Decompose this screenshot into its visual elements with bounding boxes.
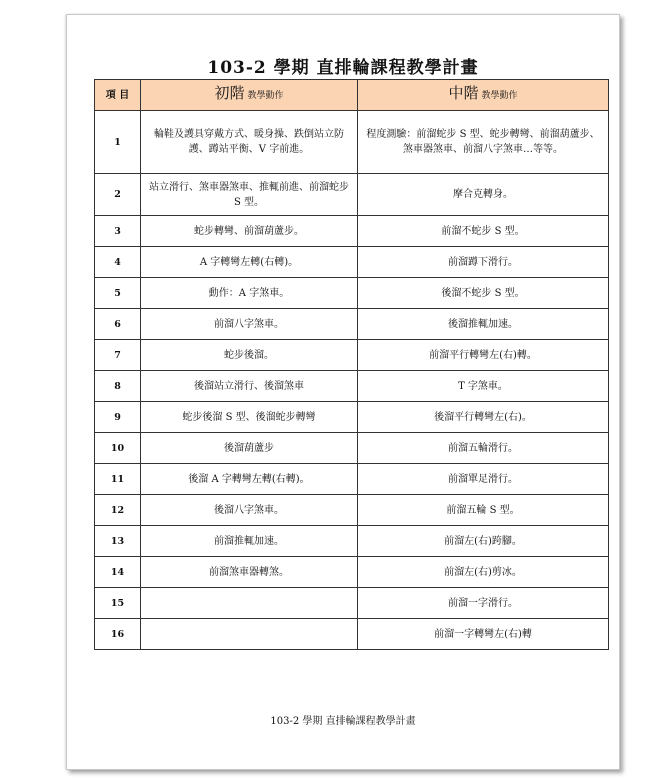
- beginner-cell: [141, 588, 358, 619]
- document-title: 103-2 學期 直排輪課程教學計畫: [207, 58, 479, 78]
- header-intermediate: 中階 教學動作: [358, 80, 609, 111]
- row-number: 8: [95, 371, 141, 402]
- row-number: 4: [95, 247, 141, 278]
- row-number: 15: [95, 588, 141, 619]
- intermediate-cell: 前溜五輪 S 型。: [358, 495, 609, 526]
- table-row: [95, 464, 609, 495]
- document-page: [66, 14, 620, 770]
- beginner-cell: 動作：A 字煞車。: [141, 278, 358, 309]
- row-number: 3: [95, 216, 141, 247]
- intermediate-cell: 後溜不蛇步 S 型。: [358, 278, 609, 309]
- table-row: [95, 619, 609, 650]
- table-row: [95, 557, 609, 588]
- header-item: 項 目: [95, 80, 141, 111]
- table-header-row: [95, 80, 609, 111]
- intermediate-cell: 前溜左(右)剪冰。: [358, 557, 609, 588]
- beginner-cell: 後溜八字煞車。: [141, 495, 358, 526]
- row-number: 2: [95, 174, 141, 216]
- beginner-cell: 後溜 A 字轉彎左轉(右轉)。: [141, 464, 358, 495]
- row-number: 11: [95, 464, 141, 495]
- beginner-cell: A 字轉彎左轉(右轉)。: [141, 247, 358, 278]
- table-row: [95, 340, 609, 371]
- page-footer: 103-2 學期 直排輪課程教學計畫: [270, 716, 416, 727]
- row-number: 1: [95, 111, 141, 174]
- header-beginner: 初階 教學動作: [141, 80, 358, 111]
- row-number: 13: [95, 526, 141, 557]
- table-row: [95, 174, 609, 216]
- beginner-cell: 蛇步後溜 S 型、後溜蛇步轉彎: [141, 402, 358, 433]
- row-number: 10: [95, 433, 141, 464]
- row-number: 16: [95, 619, 141, 650]
- intermediate-cell: 摩合克轉身。: [358, 174, 609, 216]
- table-row: [95, 588, 609, 619]
- table-row: [95, 216, 609, 247]
- beginner-cell: 蛇步轉彎、前溜葫蘆步。: [141, 216, 358, 247]
- table-row: [95, 111, 609, 174]
- beginner-cell: 前溜八字煞車。: [141, 309, 358, 340]
- beginner-cell: 站立滑行、煞車器煞車、推輒前進、前溜蛇步 S 型。: [141, 174, 358, 216]
- intermediate-cell: 程度測驗：前溜蛇步 S 型、蛇步轉彎、前溜葫蘆步、煞車器煞車、前溜八字煞車…等等。: [358, 111, 609, 174]
- beginner-cell: 後溜葫蘆步: [141, 433, 358, 464]
- table-row: [95, 402, 609, 433]
- table-row: [95, 309, 609, 340]
- beginner-cell: [141, 619, 358, 650]
- intermediate-cell: T 字煞車。: [358, 371, 609, 402]
- row-number: 7: [95, 340, 141, 371]
- row-number: 5: [95, 278, 141, 309]
- beginner-cell: 輪鞋及護具穿戴方式、暖身操、跌倒站立防護、蹲站平衡、V 字前進。: [141, 111, 358, 174]
- row-number: 14: [95, 557, 141, 588]
- intermediate-cell: 前溜不蛇步 S 型。: [358, 216, 609, 247]
- beginner-cell: 前溜煞車器轉煞。: [141, 557, 358, 588]
- intermediate-cell: 前溜五輪滑行。: [358, 433, 609, 464]
- table-row: [95, 433, 609, 464]
- table-row: [95, 495, 609, 526]
- intermediate-cell: 後溜推輒加速。: [358, 309, 609, 340]
- intermediate-cell: 前溜一字轉彎左(右)轉: [358, 619, 609, 650]
- beginner-cell: 蛇步後溜。: [141, 340, 358, 371]
- intermediate-cell: 前溜蹲下滑行。: [358, 247, 609, 278]
- row-number: 9: [95, 402, 141, 433]
- intermediate-cell: 前溜一字滑行。: [358, 588, 609, 619]
- beginner-cell: 前溜推輒加速。: [141, 526, 358, 557]
- row-number: 12: [95, 495, 141, 526]
- table-row: [95, 278, 609, 309]
- intermediate-cell: 前溜平行轉彎左(右)轉。: [358, 340, 609, 371]
- intermediate-cell: 前溜左(右)跨腳。: [358, 526, 609, 557]
- table-row: [95, 526, 609, 557]
- row-number: 6: [95, 309, 141, 340]
- beginner-cell: 後溜站立滑行、後溜煞車: [141, 371, 358, 402]
- intermediate-cell: 前溜單足滑行。: [358, 464, 609, 495]
- intermediate-cell: 後溜平行轉彎左(右)。: [358, 402, 609, 433]
- table-row: [95, 247, 609, 278]
- table-row: [95, 371, 609, 402]
- teaching-plan-table: [94, 79, 609, 650]
